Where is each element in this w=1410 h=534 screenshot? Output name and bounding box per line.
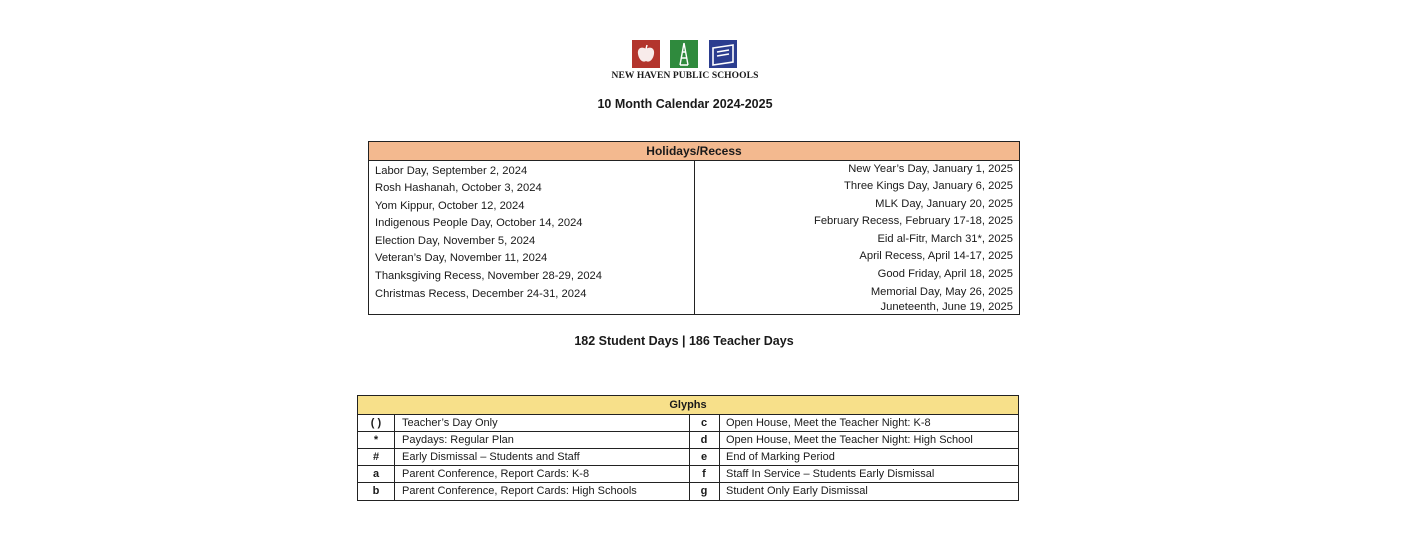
tower-icon [670, 40, 698, 68]
glyph-row [689, 449, 1018, 466]
glyph-symbol: a [358, 466, 395, 482]
holiday-item: Election Day, November 5, 2024 [375, 235, 536, 247]
glyph-row [358, 432, 689, 449]
holiday-item: Labor Day, September 2, 2024 [375, 165, 528, 177]
glyphs-right-column [689, 415, 1018, 500]
glyph-description: Student Only Early Dismissal [726, 485, 868, 497]
holiday-item: April Recess, April 14-17, 2025 [859, 250, 1013, 262]
glyph-symbol: g [689, 483, 720, 500]
glyph-description: Open House, Meet the Teacher Night: K-8 [726, 417, 931, 429]
glyphs-table [357, 395, 1019, 501]
holiday-item: Veteran’s Day, November 11, 2024 [375, 252, 548, 264]
holiday-item: Indigenous People Day, October 14, 2024 [375, 217, 583, 229]
glyph-row [358, 415, 689, 432]
glyph-description: Teacher’s Day Only [402, 417, 498, 429]
glyph-description: Open House, Meet the Teacher Night: High School [726, 434, 973, 446]
glyph-row [358, 483, 689, 500]
glyph-symbol: e [689, 449, 720, 465]
holiday-item: Three Kings Day, January 6, 2025 [844, 180, 1013, 192]
glyph-row [358, 449, 689, 466]
holiday-item: Eid al-Fitr, March 31*, 2025 [877, 233, 1013, 245]
holidays-right-column [695, 161, 1019, 314]
holiday-item: Yom Kippur, October 12, 2024 [375, 200, 525, 212]
holidays-table [368, 141, 1020, 315]
holiday-item: New Year’s Day, January 1, 2025 [848, 163, 1013, 175]
holiday-item: Rosh Hashanah, October 3, 2024 [375, 182, 542, 194]
holiday-item: Memorial Day, May 26, 2025 [870, 286, 1013, 298]
glyphs-left-column [358, 415, 690, 500]
days-summary: 182 Student Days | 186 Teacher Days [574, 334, 794, 348]
holiday-item: MLK Day, January 20, 2025 [875, 198, 1013, 210]
glyph-description: Staff In Service – Students Early Dismissal [726, 468, 935, 480]
glyph-symbol: * [358, 432, 395, 448]
glyph-symbol: b [358, 483, 395, 500]
glyph-row [358, 466, 689, 483]
glyph-symbol: f [689, 466, 720, 482]
apple-icon [632, 40, 660, 68]
holidays-table-header: Holidays/Recess [369, 142, 1019, 161]
glyph-symbol: c [689, 415, 720, 431]
holiday-item: February Recess, February 17-18, 2025 [814, 215, 1013, 227]
glyph-row [689, 483, 1018, 500]
holiday-item: Thanksgiving Recess, November 28-29, 2024 [375, 270, 602, 282]
holiday-item: Good Friday, April 18, 2025 [877, 268, 1013, 280]
glyph-row [689, 415, 1018, 432]
calendar-title: 10 Month Calendar 2024-2025 [597, 97, 773, 111]
org-name: NEW HAVEN PUBLIC SCHOOLS [611, 71, 759, 81]
holidays-left-column [369, 161, 695, 314]
glyph-description: End of Marking Period [726, 451, 835, 463]
glyph-symbol: # [358, 449, 395, 465]
glyph-description: Early Dismissal – Students and Staff [402, 451, 580, 463]
graduation-cap-icon [709, 40, 737, 68]
glyph-symbol: d [689, 432, 720, 448]
holiday-item: Juneteenth, June 19, 2025 [880, 301, 1013, 313]
glyph-description: Parent Conference, Report Cards: High Schools [402, 485, 637, 497]
district-logos [632, 40, 738, 68]
glyphs-table-header: Glyphs [358, 396, 1018, 415]
glyph-description: Paydays: Regular Plan [402, 434, 514, 446]
glyph-symbol: ( ) [358, 415, 395, 431]
glyph-description: Parent Conference, Report Cards: K-8 [402, 468, 590, 480]
holiday-item: Christmas Recess, December 24-31, 2024 [375, 288, 587, 300]
glyph-row [689, 432, 1018, 449]
glyph-row [689, 466, 1018, 483]
